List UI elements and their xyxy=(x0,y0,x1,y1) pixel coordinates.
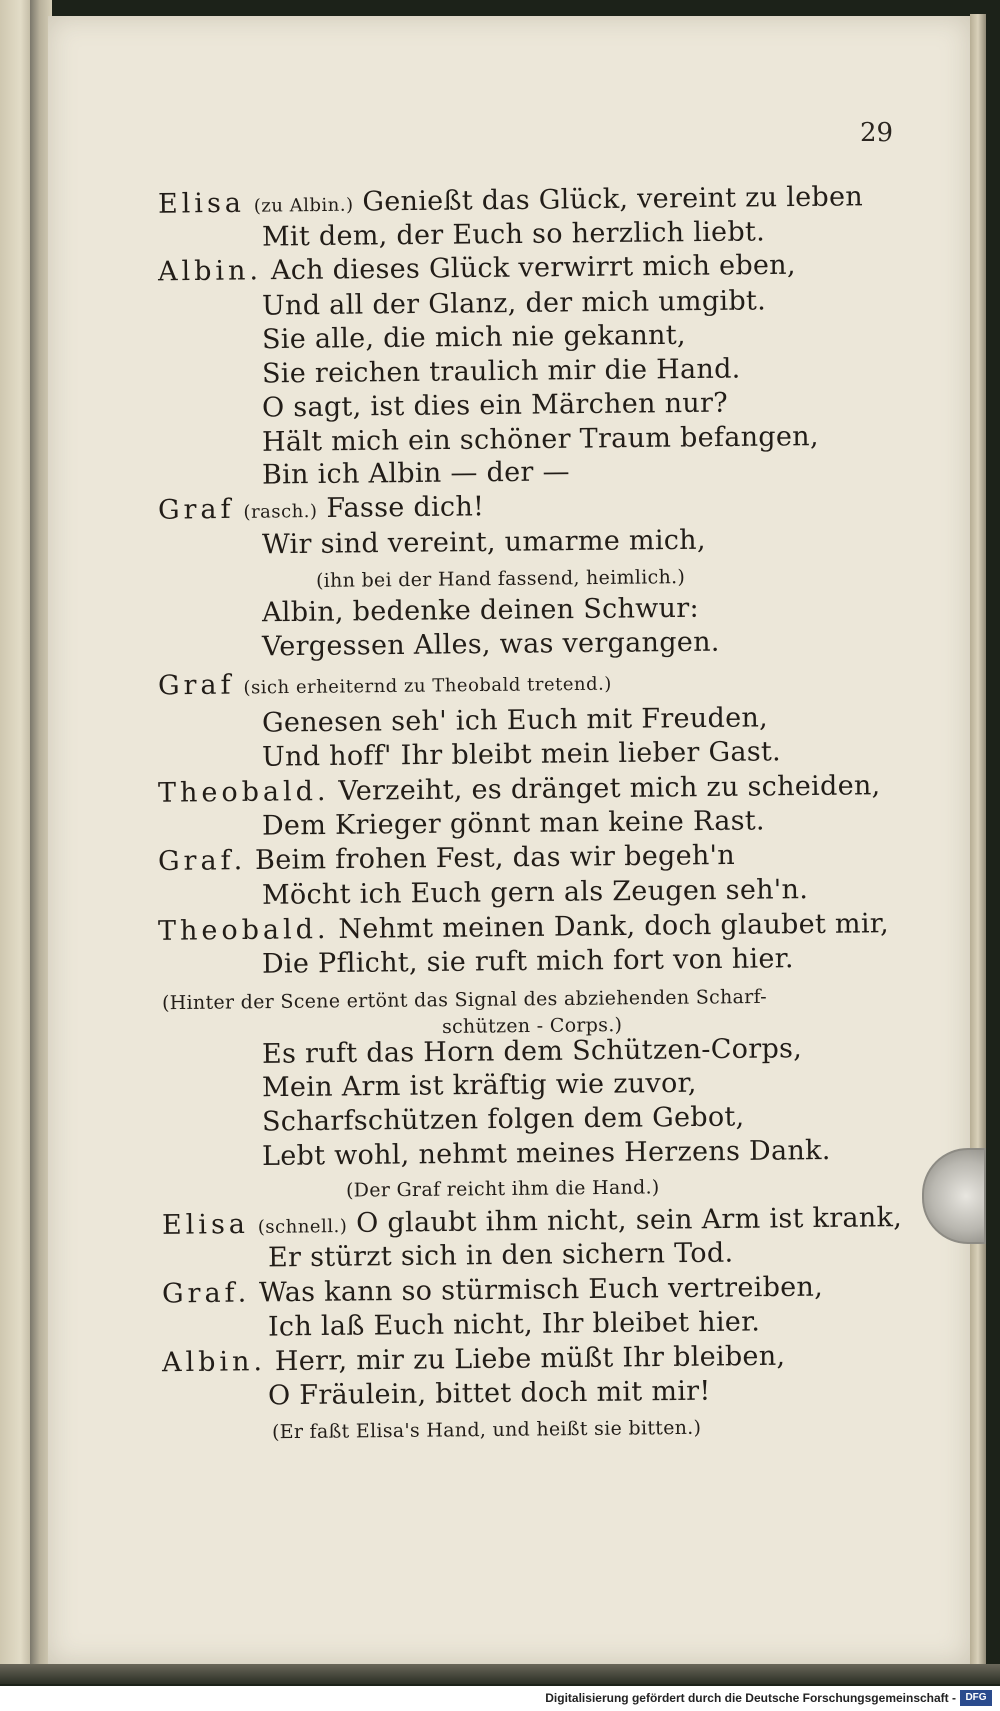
footer-credit: Digitalisierung gefördert durch die Deutsche Forschungsgemeinschaft - xyxy=(545,1691,956,1705)
text-line xyxy=(158,250,796,289)
speaker-name: Albin. xyxy=(161,1346,267,1379)
text-line: Wir sind vereint, umarme mich, xyxy=(261,524,706,561)
text-line: Sie reichen traulich mir die Hand. xyxy=(261,353,741,390)
stage-direction-line: (Er faßt Elisa's Hand, und heißt sie bitten.) xyxy=(271,1416,702,1444)
stage-direction: (rasch.) xyxy=(243,501,318,523)
speaker-name: Elisa xyxy=(161,1208,250,1241)
text-line: Bin ich Albin — der — xyxy=(261,456,570,491)
stage-direction-line: (ihn bei der Hand fassend, heimlich.) xyxy=(315,566,686,592)
text-line: Und all der Glanz, der mich umgibt. xyxy=(261,285,767,322)
text-line xyxy=(162,1272,823,1311)
stage-direction-line: (Hinter der Scene ertönt das Signal des abziehenden Scharf- xyxy=(161,985,768,1015)
text-line xyxy=(158,840,735,878)
text-line: Albin, bedenke deinen Schwur: xyxy=(261,592,700,629)
text-line xyxy=(158,491,485,529)
line-text: Beim frohen Fest, das wir begeh'n xyxy=(254,839,736,877)
text-line: Lebt wohl, nehmt meines Herzens Dank. xyxy=(261,1135,831,1172)
speaker-name: Albin. xyxy=(157,255,263,288)
stage-direction: (zu Albin.) xyxy=(253,194,354,217)
text-line: Vergessen Alles, was vergangen. xyxy=(261,626,720,663)
text-line: Und hoff' Ihr bleibt mein lieber Gast. xyxy=(261,736,782,773)
text-line: Mein Arm ist kräftig wie zuvor, xyxy=(261,1067,697,1104)
line-text: Verzeiht, es dränget mich zu scheiden, xyxy=(338,770,881,807)
text-line: Ich laß Euch nicht, Ihr bleibet hier. xyxy=(267,1306,761,1343)
speaker-name: Theobald. xyxy=(157,775,330,809)
line-text: Fasse dich! xyxy=(326,491,485,524)
text-line: Sie alle, die mich nie gekannt, xyxy=(261,319,686,356)
line-text: Was kann so stürmisch Euch vertreiben, xyxy=(258,1271,824,1309)
text-line xyxy=(158,908,889,948)
stage-direction: (schnell.) xyxy=(257,1215,348,1238)
speaker-name: Graf. xyxy=(161,1277,251,1310)
speaker-name: Graf. xyxy=(157,845,247,878)
text-line xyxy=(158,770,881,810)
stage-direction-line: schützen - Corps.) xyxy=(441,1014,623,1038)
stage-direction-line: (Der Graf reicht ihm die Hand.) xyxy=(345,1176,660,1202)
text-line: Es ruft das Horn dem Schützen-Corps, xyxy=(261,1033,803,1070)
text-line: Mit dem, der Euch so herzlich liebt. xyxy=(261,216,766,253)
line-text: Herr, mir zu Liebe müßt Ihr bleiben, xyxy=(274,1340,786,1378)
text-line: Dem Krieger gönnt man keine Rast. xyxy=(261,805,765,842)
stage-direction: (sich erheiternd zu Theobald tretend.) xyxy=(243,673,612,699)
text-line xyxy=(162,1202,902,1245)
line-text: Nehmt meinen Dank, doch glaubet mir, xyxy=(338,908,890,945)
line-text: Genießt das Glück, vereint zu leben xyxy=(362,181,864,218)
text-line: Scharfschützen folgen dem Gebot, xyxy=(261,1101,745,1138)
text-line: Die Pflicht, sie ruft mich fort von hier. xyxy=(261,943,794,980)
line-text: O glaubt ihm nicht, sein Arm ist krank, xyxy=(355,1202,903,1239)
page-number: 29 xyxy=(860,118,894,148)
text-line: O Fräulein, bittet doch mit mir! xyxy=(267,1375,711,1412)
text-line xyxy=(158,666,612,706)
speaker-name: Theobald. xyxy=(157,914,330,947)
digitization-footer xyxy=(0,1686,1000,1711)
text-line: Er stürzt sich in den sichern Tod. xyxy=(267,1237,734,1274)
text-line: Genesen seh' ich Euch mit Freuden, xyxy=(261,702,769,739)
speaker-name: Graf xyxy=(157,493,235,526)
speaker-name: Graf xyxy=(157,669,235,702)
text-line xyxy=(162,1341,786,1380)
dfg-logo: DFG xyxy=(960,1690,992,1706)
text-line: O sagt, ist dies ein Märchen nur? xyxy=(261,387,729,424)
text-line: Möcht ich Euch gern als Zeugen seh'n. xyxy=(261,874,809,911)
line-text: Ach dieses Glück verwirrt mich eben, xyxy=(270,249,796,287)
speaker-name: Elisa xyxy=(157,187,246,220)
text-line: Hält mich ein schöner Traum befangen, xyxy=(261,421,819,458)
